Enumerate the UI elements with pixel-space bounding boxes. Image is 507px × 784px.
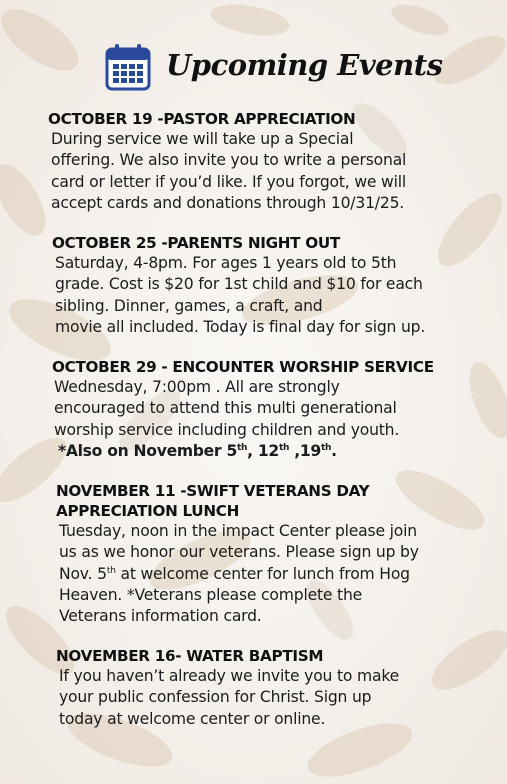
event-description-line: encouraged to attend this multi generational [54,399,397,418]
event-water-baptism [56,646,399,730]
event-description-line: today at welcome center or online. [59,709,326,728]
event-parents-night-out [52,233,425,338]
event-description-line: Veterans information card. [59,607,262,626]
event-encounter-worship [52,357,434,462]
event-description-line: Saturday, 4-8pm. For ages 1 years old to 5th [55,254,397,272]
event-description-line: worship service including children and youth. [54,420,400,439]
event-title: OCTOBER 29 - ENCOUNTER WORSHIP SERVICE [52,358,434,376]
event-description-line: your public confession for Christ. Sign up [59,688,372,707]
event-description-line: If you haven’t already we invite you to make [59,667,399,685]
event-description-line: Nov. 5th at welcome center for lunch from Hog [59,564,410,583]
event-description-line: grade. Cost is $20 for 1st child and $10 for each [55,275,423,294]
event-description-line: Heaven. *Veterans please complete the [59,585,363,604]
event-description-line: sibling. Dinner, games, a craft, and [55,296,323,315]
event-pastor-appreciation [48,109,406,214]
event-note: *Also on November 5th, 12th ,19th. [58,441,337,460]
event-title: OCTOBER 25 -PARENTS NIGHT OUT [52,234,340,252]
event-description-line: us as we honor our veterans. Please sign up by [59,543,419,562]
page-title: Upcoming Events [166,48,443,82]
event-description-line: accept cards and donations through 10/31/25. [51,193,405,212]
event-description-line: card or letter if you’d like. If you forgot, we will [51,172,406,191]
event-description-line: offering. We also invite you to write a personal [51,151,407,170]
event-description-line: During service we will take up a Special [51,130,354,148]
event-description-line: Wednesday, 7:00pm . All are strongly [54,378,340,396]
event-title: NOVEMBER 16- WATER BAPTISM [56,647,324,665]
events-header [104,42,443,94]
event-description-line: Tuesday, noon in the impact Center please join [59,522,417,540]
event-veterans-day-lunch [56,481,419,627]
calendar-icon [104,42,152,92]
event-title: OCTOBER 19 -PASTOR APPRECIATION [48,110,356,128]
event-title: NOVEMBER 11 -SWIFT VETERANS DAY [56,482,370,500]
event-title: APPRECIATION LUNCH [56,502,240,520]
event-description-line: movie all included. Today is final day for sign up. [55,317,426,336]
